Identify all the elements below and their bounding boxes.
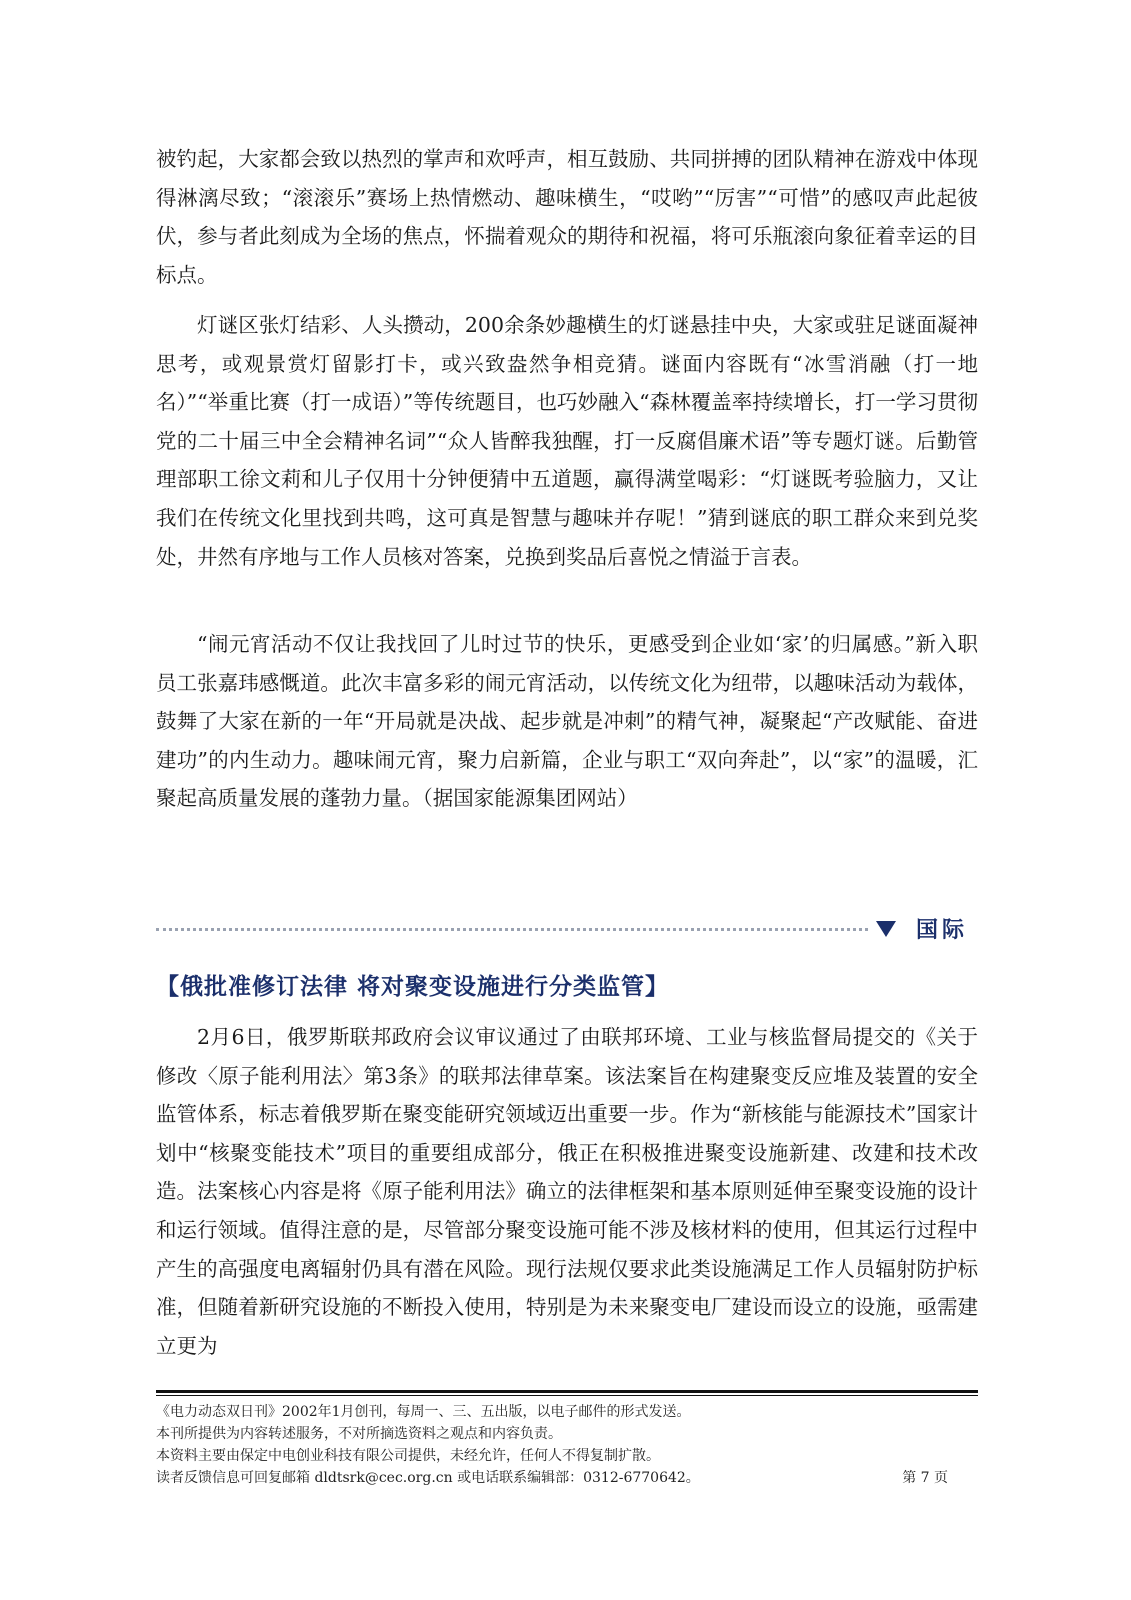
down-triangle-icon — [876, 921, 896, 937]
footer-line-founding: 《电力动态双日刊》2002年1月创刊，每周一、三、五出版，以电子邮件的形式发送。 — [156, 1404, 691, 1420]
footer-rule-thin — [156, 1395, 978, 1396]
footer-text-block — [156, 1401, 978, 1489]
dotted-rule — [156, 928, 868, 931]
footer-line-disclaimer: 本刊所提供为内容转述服务，不对所摘选资料之观点和内容负责。 — [156, 1426, 562, 1442]
article-paragraph-4: 2月6日，俄罗斯联邦政府会议审议通过了由联邦环境、工业与核监督局提交的《关于修改〈原子能利用法〉第3条》的联邦法律草案。该法案旨在构建聚变反应堆及装置的安全监管体系，标志着俄罗斯在聚变能研究领域迈出重要一步。作为“新核能与能源技术”国家计划中“核聚变能技术”项目的重要组成部分，俄正在积极推进聚变设施新建、改建和技术改造。法案核心内容是将《原子能利用法》确立的法律框架和基本原则延伸至聚变设施的设计和运行领域。值得注意的是，尽管部分聚变设施可能不涉及核材料的使用，但其运行过程中产生的高强度电离辐射仍具有潜在风险。现行法规仅要求此类设施满足工作人员辐射防护标准，但随着新研究设施的不断投入使用，特别是为未来聚变电厂建设而设立的设施，亟需建立更为 — [156, 1025, 978, 1358]
footer-rule-thick — [156, 1390, 978, 1393]
article-headline: 【俄批准修订法律 将对聚变设施进行分类监管】 — [156, 974, 670, 1000]
page-number: 第 7 页 — [902, 1470, 948, 1486]
footer-line-copyright: 本资料主要由保定中电创业科技有限公司提供，未经允许，任何人不得复制扩散。 — [156, 1448, 660, 1464]
section-label: 国际 — [916, 918, 969, 943]
article-paragraph-2: 灯谜区张灯结彩、人头攒动，200余条妙趣横生的灯谜悬挂中央，大家或驻足谜面凝神思考，或观景赏灯留影打卡，或兴致盎然争相竞猜。谜面内容既有“冰雪消融（打一地名）”“举重比赛（打一成语）”等传统题目，也巧妙融入“森林覆盖率持续增长，打一学习贯彻党的二十届三中全会精神名词”“众人皆醉我独醒，打一反腐倡廉术语”等专题灯谜。后勤管理部职工徐文莉和儿子仅用十分钟便猜中五道题，赢得满堂喝彩：“灯谜既考验脑力，又让我们在传统文化里找到共鸣，这可真是智慧与趣味并存呢！”猜到谜底的职工群众来到兑奖处，井然有序地与工作人员核对答案，兑换到奖品后喜悦之情溢于言表。 — [156, 313, 978, 569]
article-paragraph-1: 被钓起，大家都会致以热烈的掌声和欢呼声，相互鼓励、共同拼搏的团队精神在游戏中体现得淋漓尽致；“滚滚乐”赛场上热情燃动、趣味横生，“哎哟”“厉害”“可惜”的感叹声此起彼伏，参与者此刻成为全场的焦点，怀揣着观众的期待和祝福，将可乐瓶滚向象征着幸运的目标点。 — [156, 147, 978, 287]
footer-line-contact: 读者反馈信息可回复邮箱 dldtsrk@cec.org.cn 或电话联系编辑部：0312-6770642。 — [156, 1470, 700, 1486]
section-divider — [156, 915, 978, 945]
article-paragraph-3: “闹元宵活动不仅让我找回了儿时过节的快乐，更感受到企业如‘家’的归属感。”新入职员工张嘉玮感慨道。此次丰富多彩的闹元宵活动，以传统文化为纽带，以趣味活动为载体，鼓舞了大家在新的一年“开局就是决战、起步就是冲刺”的精气神，凝聚起“产改赋能、奋进建功”的内生动力。趣味闹元宵，聚力启新篇，企业与职工“双向奔赴”，以“家”的温暖，汇聚起高质量发展的蓬勃力量。（据国家能源集团网站） — [156, 632, 978, 811]
page-footer — [156, 1390, 978, 1489]
